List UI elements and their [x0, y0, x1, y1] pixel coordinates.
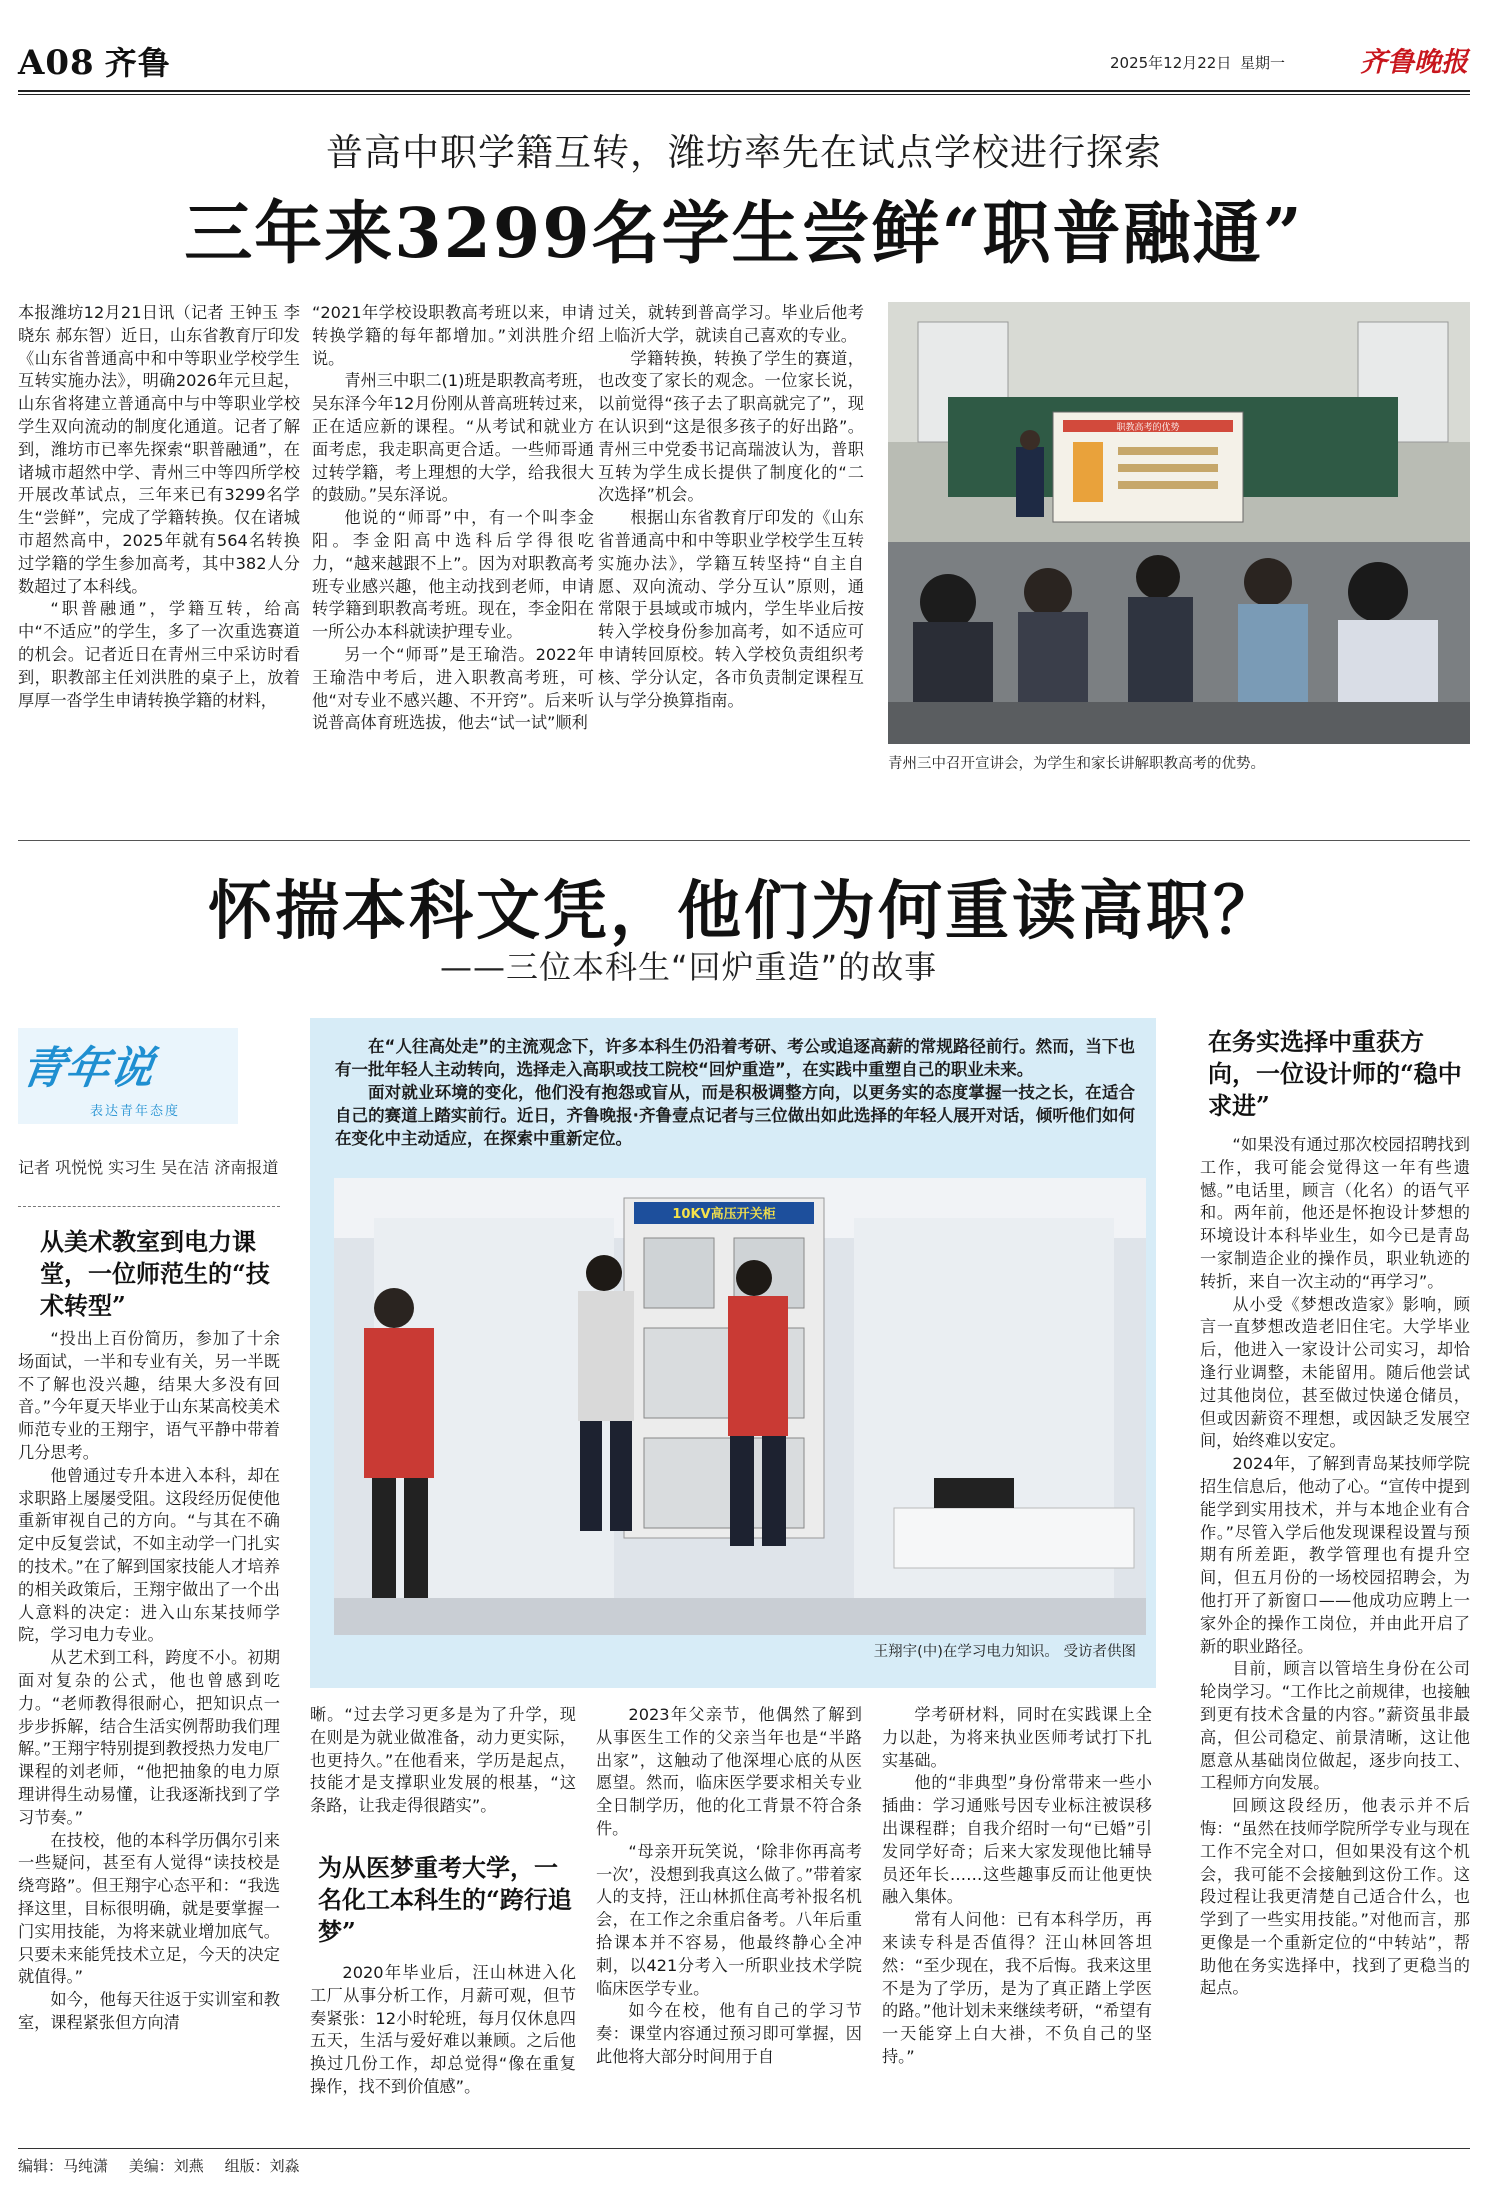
- article1-column-1: [18, 302, 300, 712]
- byline-rule: [18, 1206, 280, 1207]
- article1-title: 三年来3299名学生尝鲜“职普融通”: [184, 194, 1304, 274]
- classroom-photo: [888, 302, 1470, 744]
- paragraph: “职普融通”，学籍互转，给高中“不适应”的学生，多了一次重选赛道的机会。记者近日在青州三中采访时看到，职教部主任刘洪胜的桌子上，放着厚厚一沓学生申请转换学籍的材料，: [18, 599, 300, 710]
- paragraph: 青州三中职二(1)班是职教高考班，吴东泽今年12月份刚从普高班转过来，正在适应新的课程。“从考试和就业方面考虑，我走职高更合适。一些师哥通过转学籍，考上理想的大学，给我很大的鼓励。”吴东泽说。: [312, 371, 594, 505]
- paragraph: 他曾通过专升本进入本科，却在求职路上屡屡受阻。这段经历促使他重新审视自己的方向。“与其在不确定中反复尝试，不如主动学一门扎实的技术。”在了解到国家技能人才培养的相关政策后，王翔宇做出了一个出人意料的决定：进入山东某技师学院，学习电力专业。: [18, 1465, 280, 1645]
- paragraph: “投出上百份简历，参加了十余场面试，一半和专业有关，另一半既不了解也没兴趣，结果大多没有回音。”今年夏天毕业于山东某高校美术师范专业的王翔宇，语气平静中带着几分思考。: [18, 1329, 280, 1462]
- paragraph: 学籍转换，转换了学生的赛道，也改变了家长的观念。一位家长说，以前觉得“孩子去了职高就完了”，现在认识到“这是很多孩子的好出路”。青州三中党委书记高瑞波认为，普职互转为学生成长提供了制度化的“二次选择”机会。: [598, 348, 864, 505]
- story2-column-3: [882, 1704, 1152, 2069]
- heading-chem-to-medicine: 为从医梦重考大学，一名化工本科生的“跨行追梦”: [318, 1853, 572, 1946]
- paragraph: 从小受《梦想改造家》影响，顾言一直梦想改造老旧住宅。大学毕业后，他进入一家设计公司实习，却恰逢行业调整，未能留用。随后他尝试过其他岗位，甚至做过快递仓储员，但或因薪资不理想，或因缺乏发展空间，始终难以安定。: [1200, 1294, 1470, 1451]
- art-credit: 美编：刘燕: [128, 2157, 204, 2175]
- paragraph: 在“人往高处走”的主流观念下，许多本科生仍沿着考研、考公或追逐高薪的常规路径前行。然而，当下也有一批年轻人主动转向，选择走入高职或技工院校“回炉重造”，在实践中重塑自己的职业未来。: [335, 1037, 1135, 1079]
- paragraph: 根据山东省教育厅印发的《山东省普通高中和中等职业学校学生互转实施办法》，学籍互转坚持“自主自愿、双向流动、学分互认”原则，通常限于县域或市城内，学生毕业后按转入学校身份参加高考，如不适应可申请转回原校。转入学校负责组织考核、学分认定，各市负责制定课程互认与学分换算指南。: [598, 508, 864, 710]
- article1-subtitle: 普高中职学籍互转，潍坊率先在试点学校进行探索: [326, 131, 1162, 174]
- story2-column-1: [310, 1962, 576, 2099]
- paragraph: 面对就业环境的变化，他们没有抱怨或盲从，而是积极调整方向，以更务实的态度掌握一技之长，在适合自己的赛道上踏实前行。近日，齐鲁晚报·齐鲁壹点记者与三位做出如此选择的年轻人展开对话，倾听他们如何在变化中主动适应，在探索中重新定位。: [335, 1083, 1135, 1148]
- newspaper-logo: 齐鲁晚报: [1360, 47, 1468, 78]
- paragraph: “如果没有通过那次校园招聘找到工作，我可能会觉得这一年有些遗憾。”电话里，顾言（化名）的语气平和。两年前，他还是怀抱设计梦想的环境设计本科毕业生，如今已是青岛一家制造企业的操作员，职业轨迹的转折，来自一次主动的“再学习”。: [1200, 1135, 1470, 1291]
- header-rule: [18, 90, 1470, 92]
- paragraph: 另一个“师哥”是王瑜浩。2022年王瑜浩中考后，进入职教高考班，可他“对专业不感兴趣、不开窍”。后来听说普高体育班选拔，他去“试一试”顺利: [312, 644, 594, 733]
- paragraph: 本报潍坊12月21日讯（记者 王钟玉 李晓东 郝东智）近日，山东省教育厅印发《山东省普通高中和中等职业学校学生互转实施办法》，明确2026年元旦起，山东省将建立普通高中与中等职业学校学生双向流动的制度化通道。记者了解到，潍坊市已率先探索“职普融通”，在诸城市超然中学、青州三中等四所学校开展改革试点，三年来已有3299名学生“尝鲜”，完成了学籍转换。仅在诸城市超然高中，2025年就有564名转换过学籍的学生参加高考，其中382人分数超过了本科线。: [18, 303, 300, 596]
- classroom-photo-caption: 青州三中召开宣讲会，为学生和家长讲解职教高考的优势。: [888, 756, 1265, 772]
- paragraph: 过关，就转到普高学习。毕业后他考上临沂大学，就读自己喜欢的专业。: [598, 303, 864, 345]
- paragraph: 晰。“过去学习更多是为了升学，现在则是为就业做准备，动力更实际，也更持久。”在他看来，学历是起点，技能才是支撑职业发展的根基，“这条路，让我走得很踏实”。: [310, 1705, 576, 1816]
- slide-title: 职教高考的优势: [1116, 423, 1180, 433]
- paragraph: 2023年父亲节，他偶然了解到从事医生工作的父亲当年也是“半路出家”，这触动了他深埋心底的从医愿望。然而，临床医学要求相关专业全日制学历，他的化工背景不符合条件。: [596, 1705, 862, 1838]
- paragraph: 目前，顾言以管培生身份在公司轮岗学习。“工作比之前规律，也接触到更有技术含量的内容。”薪资虽非最高，但公司稳定、前景清晰，这让他愿意从基础岗位做起，逐步向技工、工程师方向发展。: [1200, 1659, 1470, 1793]
- page-number: A08 齐鲁: [18, 43, 171, 83]
- heading-art-to-power: 从美术教室到电力课堂，一位师范生的“技术转型”: [40, 1227, 270, 1320]
- story1-column: [18, 1328, 280, 2035]
- byline: 记者 巩悦悦 实习生 吴在洁 济南报道: [18, 1158, 279, 1177]
- header-rule-thin: [18, 94, 1470, 95]
- paragraph: 2020年毕业后，汪山林进入化工厂从事分析工作，月薪可观，但节奏紧张：12小时轮班，每月仅休息四五天，生活与爱好难以兼顾。之后他换过几份工作，却总觉得“像在重复操作，找不到价值感”。: [310, 1963, 576, 2096]
- paragraph: 学考研材料，同时在实践课上全力以赴，为将来执业医师考试打下扎实基础。: [882, 1705, 1152, 1770]
- article1-column-3: [598, 302, 864, 712]
- section-divider: [18, 840, 1470, 841]
- paragraph: “母亲开玩笑说，‘除非你再高考一次’，没想到我真这么做了。”带着家人的支持，汪山林抓住高考补报名机会，在工作之余重启备考。八年后重拾课本并不容易，他最终静心全冲刺，以421分考入一所职业技术学院临床医学专业。: [596, 1841, 862, 1998]
- footer-credits: [18, 2155, 316, 2176]
- power-lab-photo-caption: 王翔宇(中)在学习电力知识。 受访者供图: [873, 1644, 1136, 1660]
- layout-credit: 组版：刘淼: [224, 2157, 300, 2175]
- issue-date: 2025年12月22日: [1110, 54, 1232, 72]
- section-name: 齐鲁: [104, 44, 171, 82]
- paragraph: 他说的“师哥”中，有一个叫李金阳。李金阳高中选科后学得很吃力，“越来越跟不上”。因为对职教高考班专业感兴趣，他主动找到老师，申请转学籍到职教高考班。现在，李金阳在一所公办本科就读护理专业。: [312, 508, 594, 642]
- story3-column: [1200, 1134, 1470, 2000]
- paragraph: 如今，他每天往返于实训室和教室，课程紧张但方向清: [18, 1990, 280, 2032]
- story2-column-2: [596, 1704, 862, 2069]
- story1-continued-column: [310, 1704, 576, 1818]
- paragraph: 2024年，了解到青岛某技师学院招生信息后，他动了心。“宣传中提到能学到实用技术，并与本地企业有合作。”尽管入学后他发现课程设置与预期有所差距，教学管理也有提升空间，但五月份的一场校园招聘会，为他打开了新窗口——他成功应聘上一家外企的操作工岗位，并由此开启了新的职业路径。: [1200, 1454, 1470, 1656]
- column-name: 青年说: [17, 1043, 157, 1094]
- paragraph: 在技校，他的本科学历偶尔引来一些疑问，甚至有人觉得“读技校是绕弯路”。但王翔宇心态平和：“我选择这里，目标很明确，就是要掌握一门实用技能，为将来就业增加底气。只要未来能凭技术立足，今天的决定就值得。”: [18, 1830, 280, 1987]
- editor-credit: 编辑：马纯潇: [18, 2157, 109, 2175]
- paragraph: 他的“非典型”身份常带来一些小插曲：学习通账号因专业标注被误移出课程群；自我介绍时一句“已婚”引发同学好奇；后来大家发现他比辅导员还年长……这些趣事反而让他更快融入集体。: [882, 1773, 1152, 1907]
- paragraph: “2021年学校设职教高考班以来，申请转换学籍的每年都增加。”刘洪胜介绍说。: [312, 303, 594, 368]
- article2-subtitle: ——三位本科生“回炉重造”的故事: [440, 948, 938, 986]
- issue-weekday: 星期一: [1240, 54, 1286, 72]
- intro-text: [335, 1035, 1135, 1150]
- cabinet-sign: 10KV高压开关柜: [672, 1207, 776, 1222]
- heading-designer: 在务实选择中重获方向，一位设计师的“稳中求进”: [1208, 1027, 1462, 1120]
- paragraph: 常有人问他：已有本科学历，再来读专科是否值得？汪山林回答坦然：“至少现在，我不后悔。我来这里不是为了学历，是为了真正踏上学医的路。”他计划未来继续考研，“希望有一天能穿上白大褂，不负自己的坚持。”: [882, 1910, 1152, 2066]
- paragraph: 回顾这段经历，他表示并不后悔：“虽然在技师学院所学专业与现在工作不完全对口，但如果没有这个机会，我可能不会接触到这份工作。这段过程让我更清楚自己适合什么，也学到了一些实用技能。”对他而言，那更像是一个重新定位的“中转站”，帮助他在务实选择中，找到了更稳当的起点。: [1200, 1796, 1470, 1998]
- paragraph: 从艺术到工科，跨度不小。初期面对复杂的公式，他也曾感到吃力。“老师教得很耐心，把知识点一步步拆解，结合生活实例帮助我们理解。”王翔宇特别提到教授热力发电厂课程的刘老师，“他把抽象的电力原理讲得生动易懂，让我逐渐找到了学习节奏。”: [18, 1648, 280, 1827]
- footer-rule: [18, 2148, 1470, 2149]
- article2-title: 怀揣本科文凭，他们为何重读高职？: [208, 874, 1280, 949]
- power-lab-photo: [334, 1178, 1146, 1635]
- article1-column-2: [312, 302, 594, 735]
- paragraph: 如今在校，他有自己的学习节奏：课堂内容通过预习即可掌握，因此他将大部分时间用于自: [596, 2001, 862, 2066]
- column-slogan: 表达青年态度: [90, 1104, 181, 1119]
